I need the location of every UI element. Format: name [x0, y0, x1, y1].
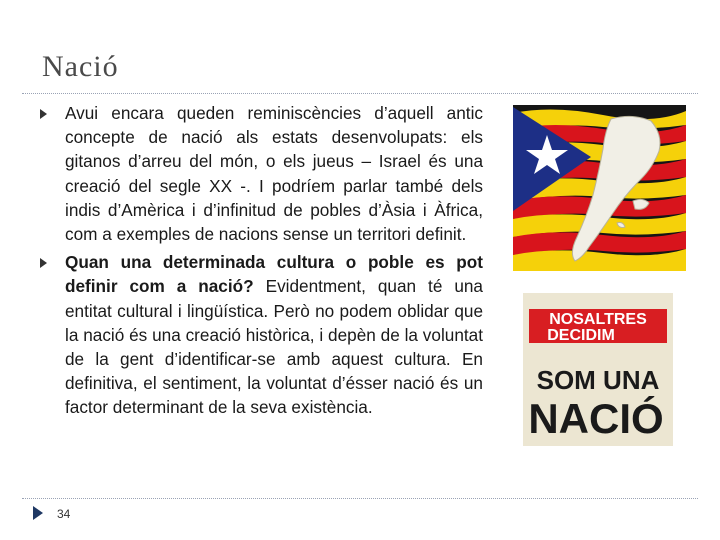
title-divider: [22, 93, 698, 94]
som-una-nacio-poster: [523, 293, 673, 446]
bullet-text: Avui encara queden reminiscències d’aquell antic concepte de nació als estats desenvolupats: els gitanos d’arreu del món, o els jueus – Israel és una creació del segle XX -. I podríem parlar també dels indis d’Amèrica i d’infinitud de pobles d’Àsia i Àfrica, com a exemples de nacions sense un territori definit.: [65, 103, 483, 245]
estelada-map-image: [513, 105, 686, 271]
poster-line1: NOSALTRES: [549, 311, 647, 328]
bullet-list: [38, 101, 483, 424]
footer-divider: [22, 498, 698, 499]
triangle-right-icon: [40, 258, 47, 268]
bullet-text: Evidentment, quan té una entitat cultural i lingüística. Però no podem oblidar que la nació és una creació històrica, i depèn de la voluntat de la gent d’identificar-se amb aquest cultura. En definitiva, el sentiment, la voluntat d’ésser nació és un factor determinant de la seva existència.: [65, 276, 483, 418]
bullet-item: [38, 250, 483, 419]
poster-line3: SOM UNA: [536, 365, 660, 395]
poster-line2: DECIDIM: [547, 327, 615, 344]
page-marker-icon: [33, 506, 43, 520]
poster-line4: NACIÓ: [528, 395, 664, 442]
page-number: 34: [57, 507, 71, 521]
slide-title: Nació: [42, 50, 119, 83]
bullet-item: [38, 101, 483, 246]
bullet-bold-text: Quan una determinada cultura o poble es pot definir com a nació?: [65, 252, 483, 297]
triangle-right-icon: [40, 109, 47, 119]
